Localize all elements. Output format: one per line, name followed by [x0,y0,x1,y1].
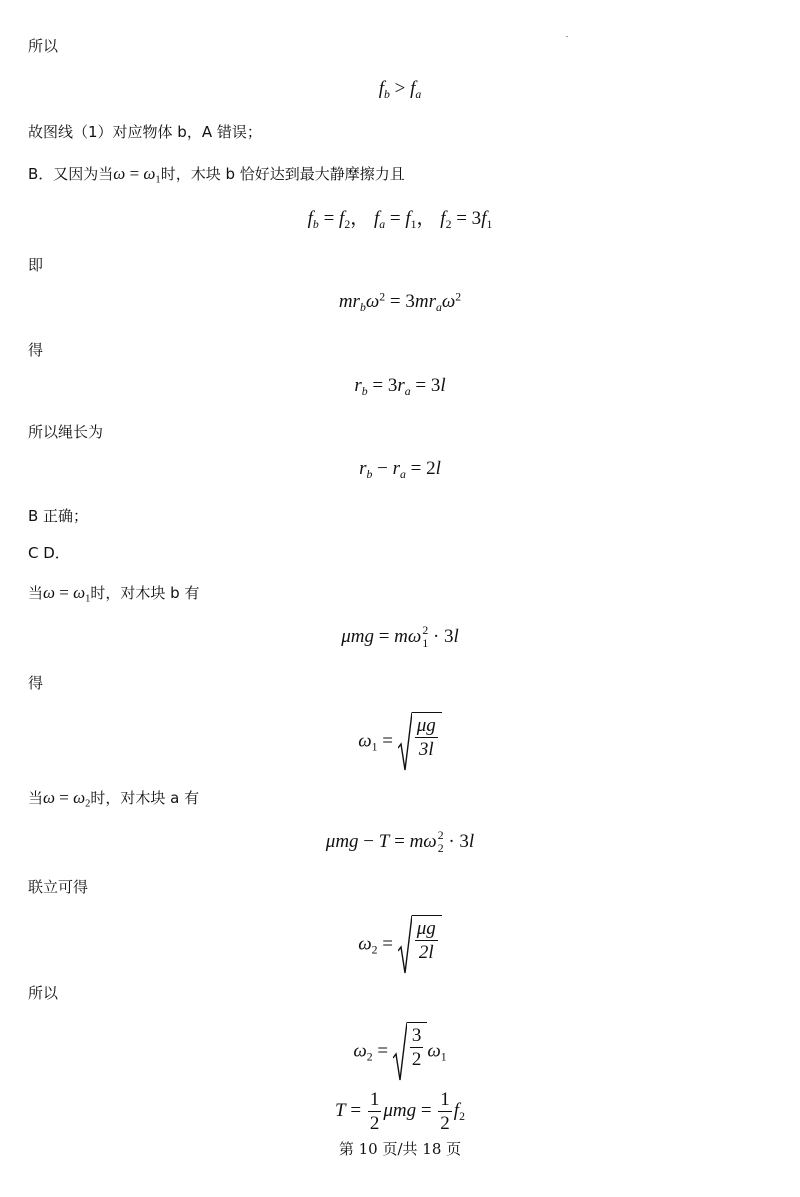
equation-rope-length: $r_b - r_a = 2l$ [359,458,441,482]
denominator: 3l [418,739,434,760]
denominator: 2l [418,942,434,963]
equation-a-w2: μmg − T = mω 2 2 · 3l [325,829,475,855]
equation-friction-relations: $f_b = f_2$， $f_a = f_1$， $f_2 = 3f_1$ [307,208,493,232]
text-line: 所以 [28,984,59,1002]
sqrt-radical: $\frac{\mu g}{3l}$ [398,712,442,772]
text-line: 故图线（1）对应物体 b，A 错误； [28,123,262,141]
text-line: 联立可得 [28,878,89,896]
equation-omega-ratio: $\omega_2$ = $\frac{3}{2}$ $\omega_1$ [0,1022,800,1082]
page-number: 第 10 页/共 18 页 [338,1140,462,1158]
text-fragment: 时，对木块 a 有 [90,789,200,807]
equation-tension: T = $\frac{1}{2}$ μmg = $\frac{1}{2}$ $f_2$ [335,1089,465,1134]
text-line: 所以 [28,37,59,55]
text-line: 所以绳长为 [28,423,104,441]
sqrt-radical: $\frac{\mu g}{2l}$ [398,915,442,975]
equation-centripetal: $mr_b\omega^2 = 3mr_a\omega^2$ [338,290,462,315]
text-fragment: B．又因为当 [28,165,114,183]
sqrt-radical [393,1022,428,1082]
numerator: 1 [440,1089,450,1110]
text-fragment: 当 [28,789,44,807]
equation-b-w1: μmg = mω 2 1 · 3l [341,624,459,650]
text-line: 得 [28,674,44,692]
numerator: 3 [411,1025,422,1046]
text-line: B 正确； [28,507,89,525]
text-line: C D． [28,544,70,562]
text-line: 即 [28,256,44,274]
equation-radius: $r_b = 3r_a = 3l$ [354,375,446,399]
equation-fb-gt-fa: $f_b > f_a$ [378,78,422,102]
text-line-b: B．又因为当$\omega = \omega_1$时，木块 b 恰好达到最大静摩擦力且 [28,164,405,186]
text-line-w1: 当$\omega = \omega_1$时，对木块 b 有 [28,583,200,605]
scan-speck [566,36,568,37]
equation-omega2: $\omega_2$ = $\frac{\mu g}{2l}$ [0,915,800,975]
text-fragment: 当 [28,584,44,602]
denominator: 2 [440,1113,450,1134]
equation-omega1: $\omega_1$ = $\frac{\mu g}{3l}$ [0,712,800,772]
text-line-w2: 当$\omega = \omega_2$时，对木块 a 有 [28,788,200,810]
denominator: 2 [411,1049,422,1070]
numerator: 1 [369,1089,380,1110]
text-fragment: 时，木块 b 恰好达到最大静摩擦力且 [160,165,405,183]
denominator: 2 [369,1113,380,1134]
text-line: 得 [28,341,44,359]
text-fragment: 时，对木块 b 有 [90,584,200,602]
